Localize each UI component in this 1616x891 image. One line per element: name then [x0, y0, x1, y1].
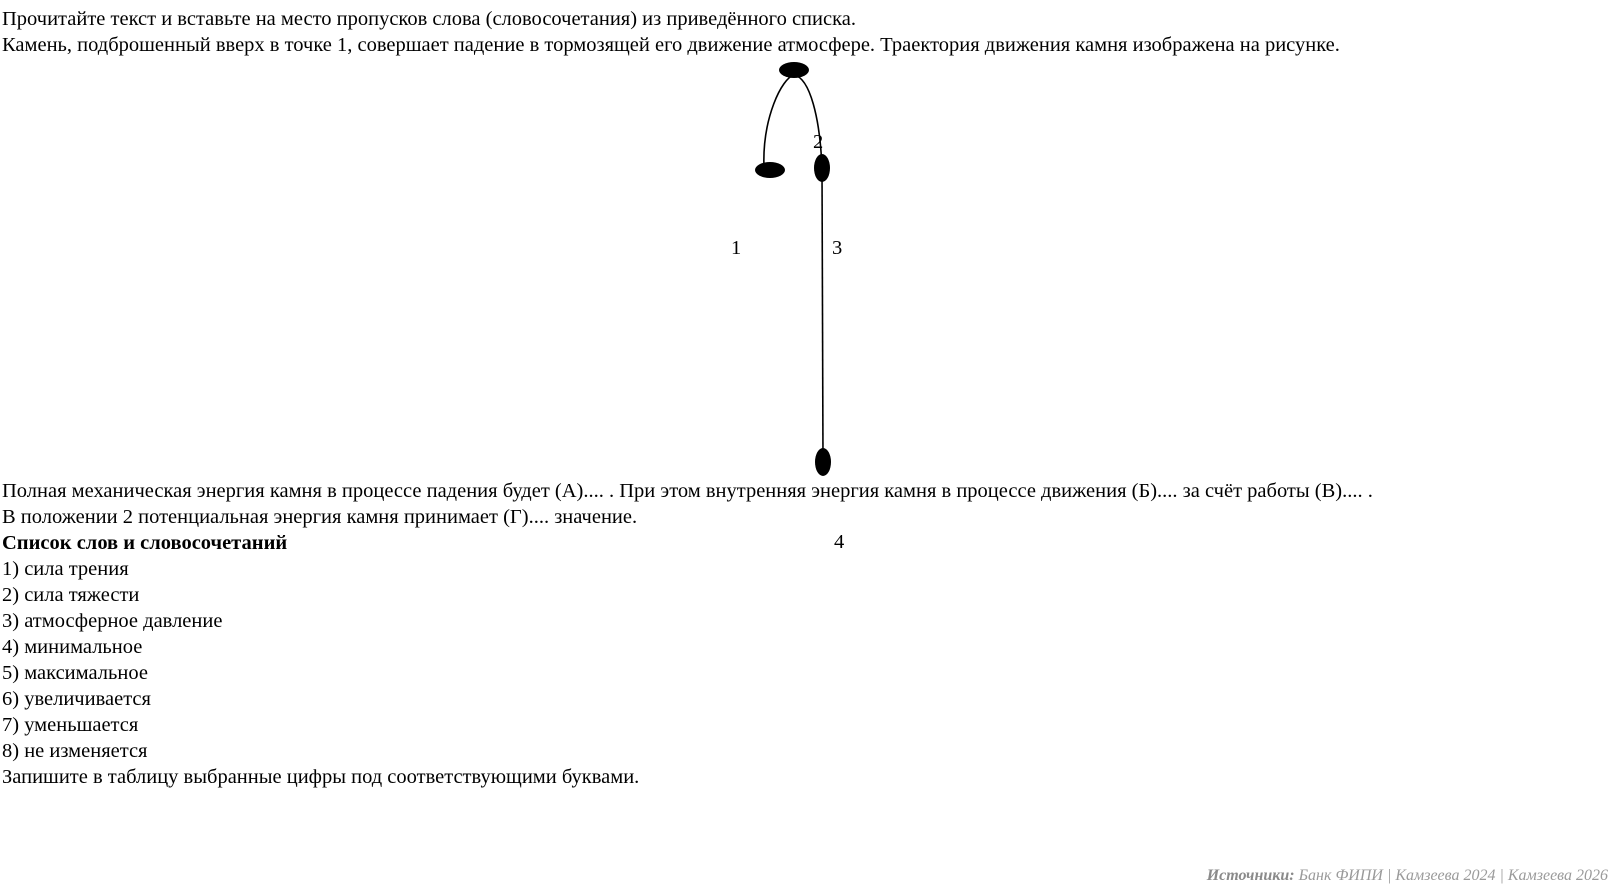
stone-marker-2 — [779, 62, 809, 78]
source-label: Источники: — [1206, 867, 1295, 884]
word-list — [2, 556, 1616, 764]
word-list-title: Список слов и словосочетаний — [2, 532, 288, 554]
path-2-to-3 — [794, 75, 822, 168]
intro-block — [2, 6, 1616, 58]
source-value: Банк ФИПИ | Камзеева 2024 | Камзеева 2026 — [1298, 867, 1608, 884]
point-label-3: 3 — [832, 237, 843, 259]
stone-marker-3 — [814, 154, 830, 182]
point-label-4: 4 — [834, 531, 845, 553]
list-item: 4) минимальное — [2, 636, 143, 658]
intro-line-1: Прочитайте текст и вставьте на место пропусков слова (словосочетания) из приведённого списка. — [2, 8, 856, 30]
list-item: 7) уменьшается — [2, 714, 139, 736]
intro-line-2: Камень, подброшенный вверх в точке 1, совершает падение в тормозящей его движение атмосфере. Траектория движения камня изображена на рисунке. — [2, 34, 1340, 56]
stone-marker-4 — [815, 448, 831, 476]
body-line-2: В положении 2 потенциальная энергия камня принимает (Г).... значение. — [2, 506, 638, 528]
list-item: 6) увеличивается — [2, 688, 151, 710]
list-item: 3) атмосферное давление — [2, 610, 223, 632]
path-1-to-2 — [764, 75, 794, 168]
list-item: 5) максимальное — [2, 662, 148, 684]
point-label-2: 2 — [813, 131, 824, 153]
list-item: 2) сила тяжести — [2, 584, 140, 606]
list-item: 8) не изменяется — [2, 740, 148, 762]
source-footer — [1207, 867, 1608, 885]
stone-marker-1 — [755, 162, 785, 178]
body-line-1: Полная механическая энергия камня в процессе падения будет (А).... . При этом внутренняя энергия камня в процессе движения (Б).... за счёт работы (В).... . — [2, 480, 1373, 502]
path-3-to-4 — [822, 168, 823, 460]
trajectory-diagram-svg — [642, 58, 982, 488]
closing-instruction: Запишите в таблицу выбранные цифры под соответствующими буквами. — [2, 766, 640, 788]
point-label-1: 1 — [731, 237, 742, 259]
list-item: 1) сила трения — [2, 558, 129, 580]
